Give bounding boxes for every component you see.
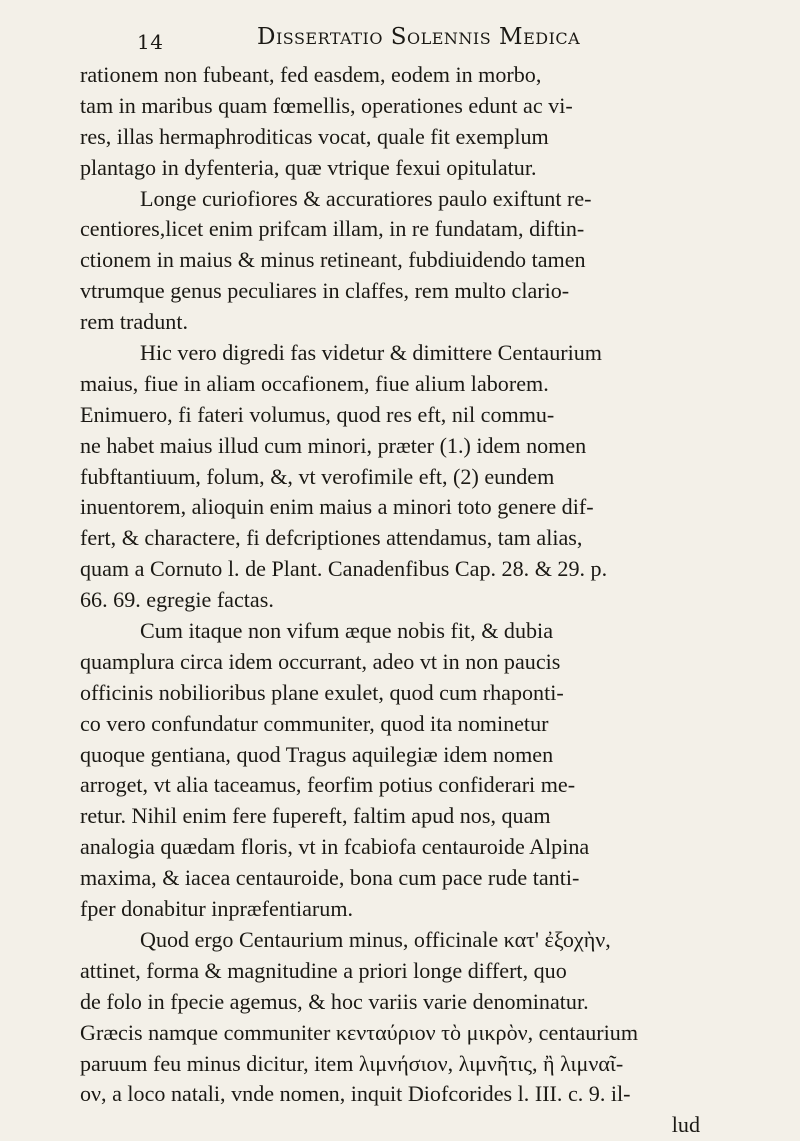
text-line: fper donabitur inpræfentiarum. (80, 896, 354, 922)
text-line: Longe curiofiores & accuratiores paulo exiftunt re- (140, 185, 592, 211)
text-line: Quod ergo Centaurium minus, officinale κατ' ἐξοχὴν, (140, 926, 611, 952)
text-line: retur. Nihil enim fere fupereft, faltim apud nos, quam (80, 803, 551, 829)
text-line: quamplura circa idem occurrant, adeo vt in non paucis (80, 648, 561, 674)
text-line: vtrumque genus peculiares in claffes, rem multo clario- (80, 278, 570, 304)
text-line: Enimuero, fi fateri volumus, quod res eft, nil commu- (80, 401, 555, 427)
text-line: rem tradunt. (80, 309, 188, 335)
text-line: attinet, forma & magnitudine a priori longe differt, quo (80, 957, 567, 983)
text-line: inuentorem, alioquin enim maius a minori toto genere dif- (80, 494, 594, 520)
text-line: centiores,licet enim prifcam illam, in re fundatam, diftin- (80, 216, 585, 242)
text-line: maxima, & iacea centauroide, bona cum pace rude tanti- (80, 865, 580, 891)
text-line: quam a Cornuto l. de Plant. Canadenfibus Cap. 28. & 29. p. (80, 556, 608, 582)
catchword: lud (671, 1112, 700, 1138)
text-line: Hic vero digredi fas videtur & dimittere Centaurium (140, 340, 602, 366)
text-line: ne habet maius illud cum minori, præter (1.) idem nomen (80, 432, 587, 458)
text-line: rationem non fubeant, fed easdem, eodem in morbo, (80, 62, 542, 87)
text-line: co vero confundatur communiter, quod ita nominetur (80, 710, 549, 736)
text-line: Cum itaque non vifum æque nobis fit, & dubia (140, 618, 553, 644)
text-line: arroget, vt alia taceamus, feorfim potius confiderari me- (80, 772, 576, 798)
running-head: Dissertatio Solennis Medica (257, 24, 581, 50)
body-text (80, 60, 708, 1141)
text-line: paruum feu minus dicitur, item λιμνήσιον, λιμνῆτις, ἢ λιμναῖ- (80, 1050, 624, 1076)
text-line: ον, a loco natali, vnde nomen, inquit Diofcorides l. III. c. 9. il- (80, 1081, 631, 1107)
text-line: de folo in fpecie agemus, & hoc variis varie denominatur. (80, 988, 589, 1014)
text-line: fubftantiuum, folum, &, vt verofimile eft, (2) eundem (80, 463, 555, 489)
text-line: res, illas hermaphroditicas vocat, quale fit exemplum (80, 123, 549, 149)
text-line: Græcis namque communiter κενταύριον τὸ μικρὸν, centaurium (80, 1019, 639, 1045)
text-line: ctionem in maius & minus retineant, fubdiuidendo tamen (80, 247, 586, 273)
text-line: maius, fiue in aliam occafionem, fiue alium laborem. (80, 370, 549, 396)
text-line: fert, & charactere, fi defcriptiones attendamus, tam alias, (80, 525, 583, 551)
text-line: 66. 69. egregie factas. (80, 587, 274, 613)
text-line: quoque gentiana, quod Tragus aquilegiæ idem nomen (80, 741, 554, 767)
page-header (137, 18, 697, 56)
text-line: officinis nobilioribus plane exulet, quod cum rhaponti- (80, 679, 564, 705)
text-line: analogia quædam floris, vt in fcabiofa centauroide Alpina (80, 834, 590, 860)
text-line: plantago in dyfenteria, quæ vtrique fexui opitulatur. (80, 154, 537, 180)
page-number: 14 (137, 30, 164, 54)
text-line: tam in maribus quam fœmellis, operationes edunt ac vi- (80, 92, 573, 118)
